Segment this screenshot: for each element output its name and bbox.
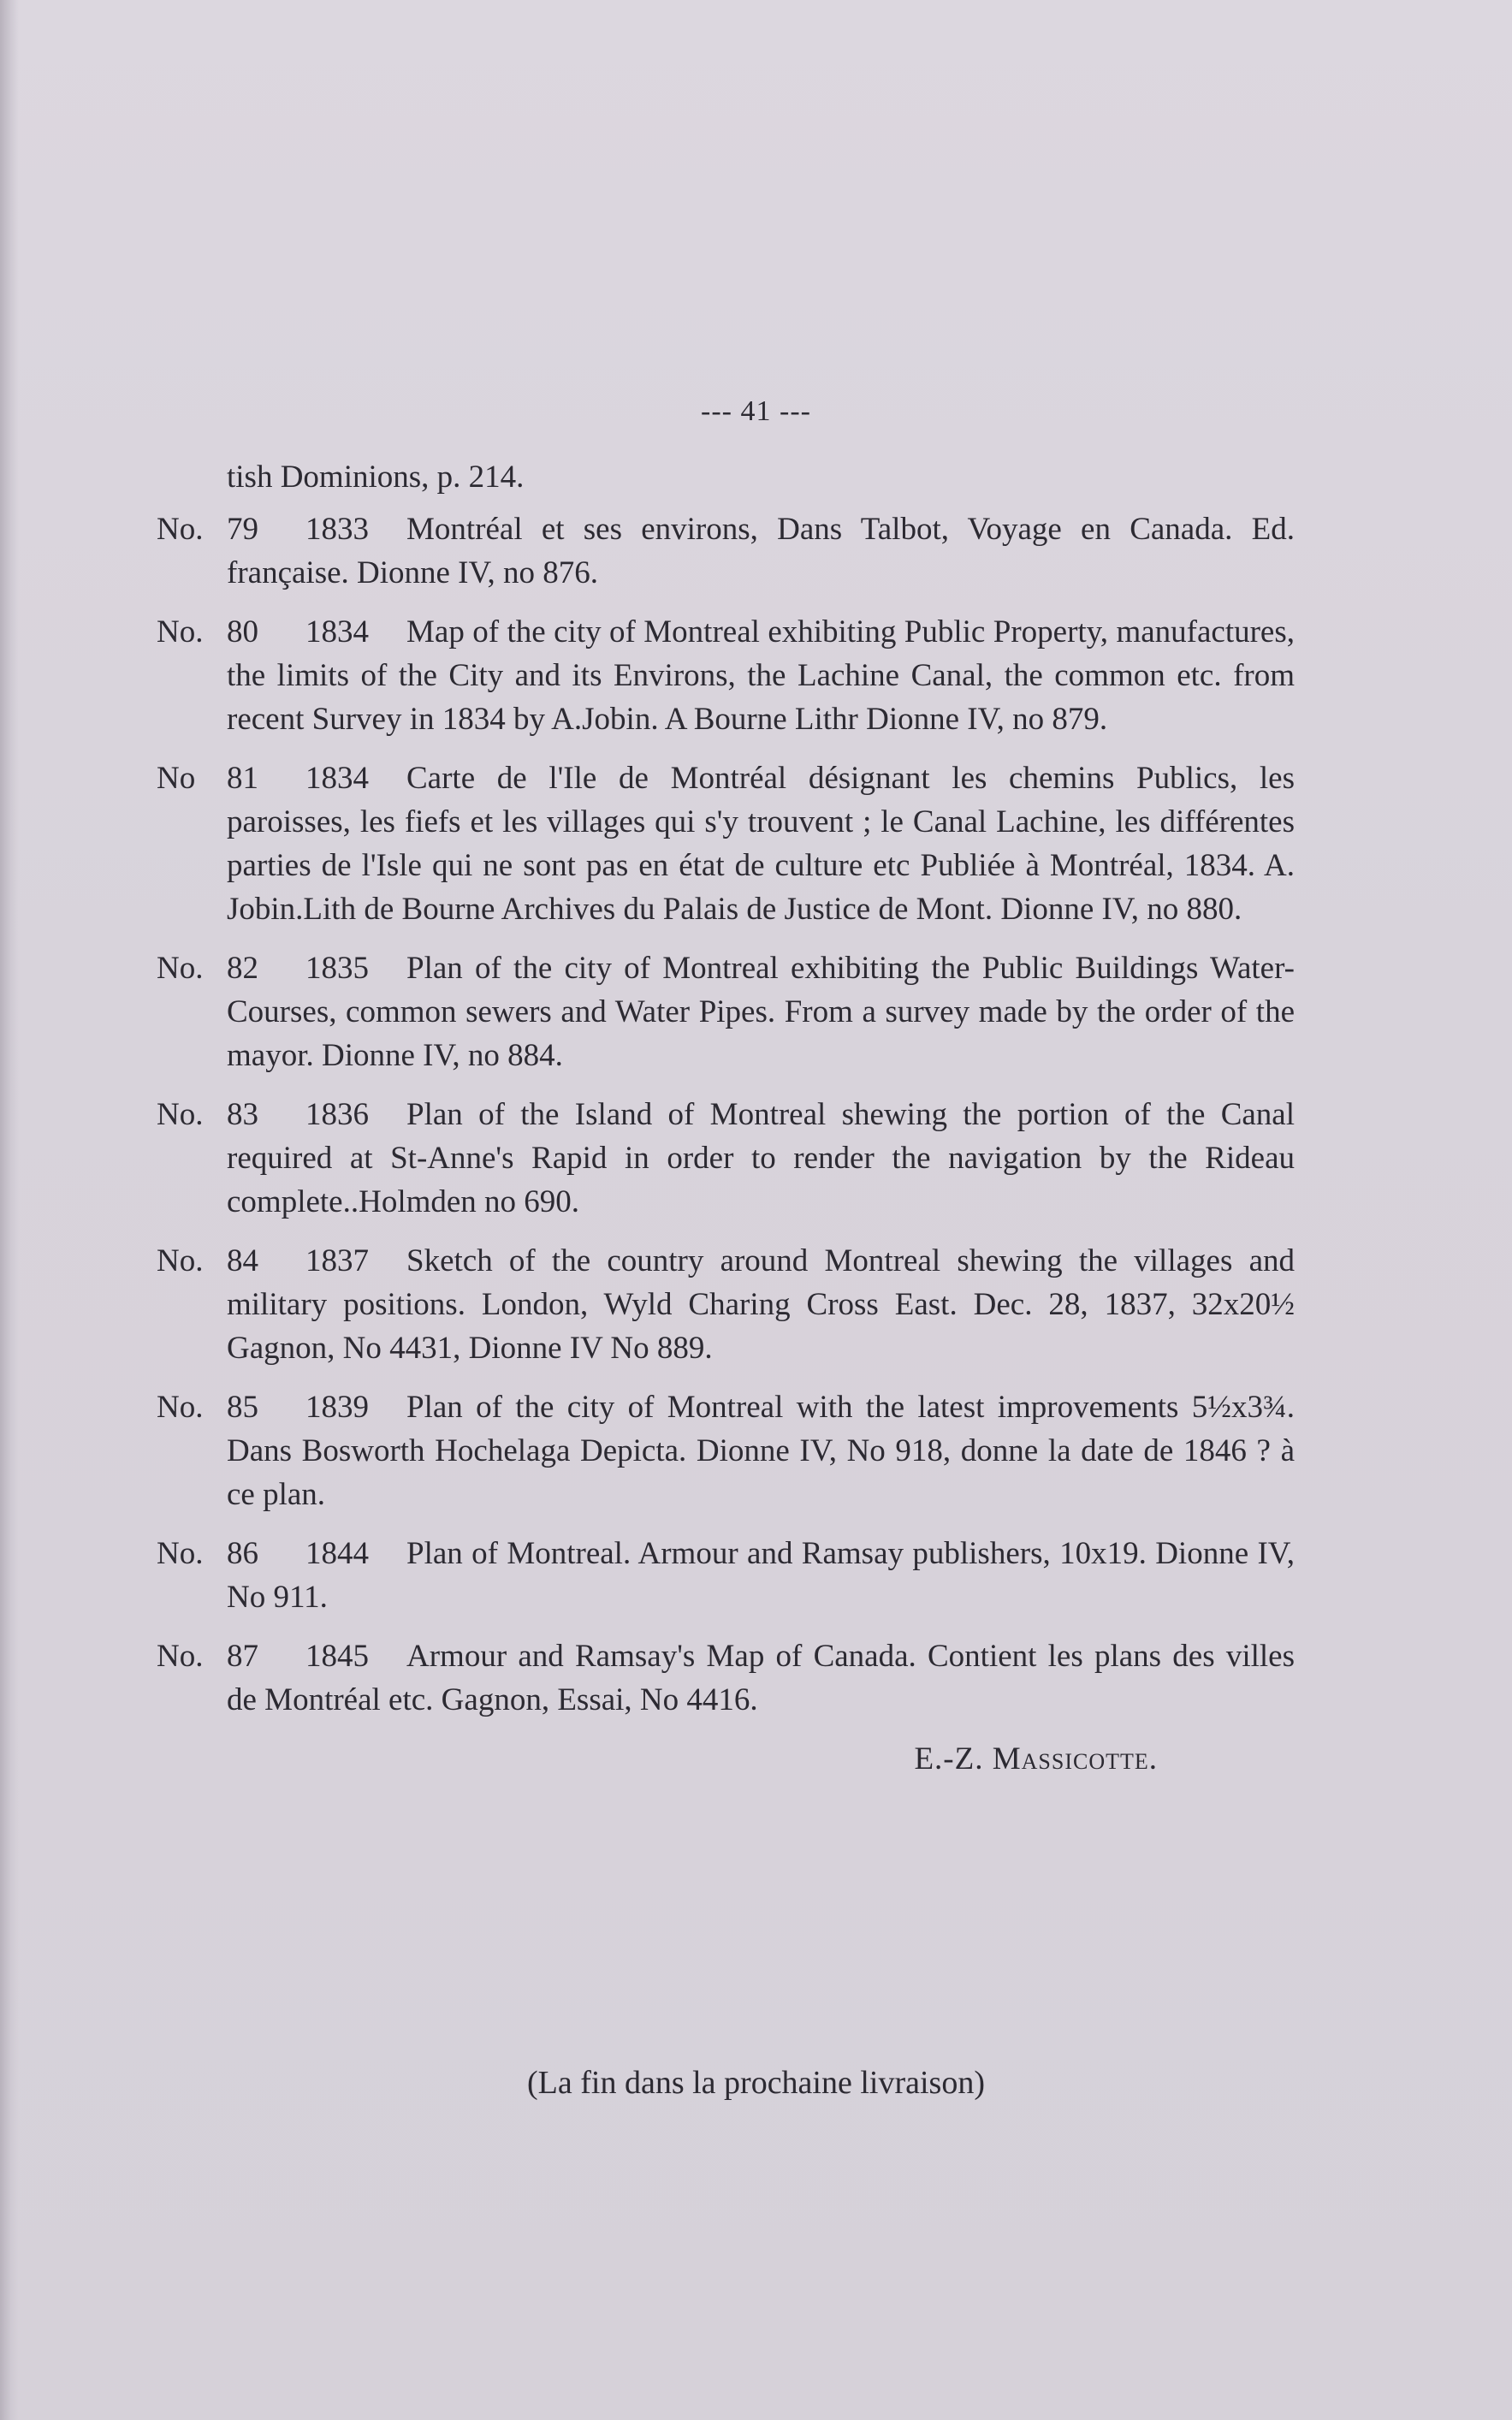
entry-text: Plan of the Island of Montreal shewing the portion of the Canal required at St-Anne's Rapid in order to render the navigation by the Rideau complete..Holmden no 690. <box>227 1097 1295 1219</box>
catalogue-entry <box>157 1093 1295 1224</box>
entry-text: Plan of the city of Montreal with the latest improvements 5½x3¾. Dans Bosworth Hochelaga Depicta. Dionne IV, No 918, donne la date de 1846 ? à ce plan. <box>227 1390 1295 1512</box>
entry-year: 1836 <box>305 1097 369 1132</box>
page-number: --- 41 --- <box>701 395 811 427</box>
catalogue-entry <box>157 1239 1295 1370</box>
continuation-note: (La fin dans la prochaine livraison) <box>527 2065 985 2101</box>
entry-no-label: No. <box>157 951 204 986</box>
entry-year: 1835 <box>305 951 369 986</box>
continuation-text: tish Dominions, p. 214. <box>227 460 525 495</box>
catalogue-entry <box>157 610 1295 741</box>
entry-no-label: No. <box>157 1639 204 1674</box>
entry-year: 1845 <box>305 1639 369 1674</box>
entry-number: 79 <box>227 512 258 547</box>
entry-number: 80 <box>227 614 258 649</box>
entry-year: 1833 <box>305 512 369 547</box>
entry-year: 1834 <box>305 614 369 649</box>
entry-number: 82 <box>227 951 258 986</box>
entry-no-label: No. <box>157 512 204 547</box>
entry-text: Armour and Ramsay's Map of Canada. Contient les plans des villes de Montréal etc. Gagnon, Essai, No 4416. <box>227 1639 1295 1717</box>
entry-year: 1839 <box>305 1390 369 1425</box>
entry-number: 84 <box>227 1243 258 1278</box>
entry-text: Montréal et ses environs, Dans Talbot, Voyage en Canada. Ed. française. Dionne IV, no 876. <box>227 512 1295 590</box>
entry-text: Plan of Montreal. Armour and Ramsay publishers, 10x19. Dionne IV, No 911. <box>227 1536 1295 1615</box>
entry-number: 81 <box>227 761 258 796</box>
entry-no-label: No. <box>157 614 204 649</box>
author-surname: Massicotte. <box>992 1741 1158 1776</box>
page-edge-shadow <box>0 0 19 2420</box>
catalogue-entry <box>157 1385 1295 1516</box>
author-signature <box>157 1737 1295 1781</box>
catalogue-entry <box>157 756 1295 931</box>
entry-year: 1837 <box>305 1243 369 1278</box>
entry-year: 1834 <box>305 761 369 796</box>
entry-number: 85 <box>227 1390 258 1425</box>
entry-year: 1844 <box>305 1536 369 1571</box>
entry-number: 87 <box>227 1639 258 1674</box>
entry-no-label: No. <box>157 1243 204 1278</box>
entry-no-label: No. <box>157 1390 204 1425</box>
catalogue-entry <box>157 1634 1295 1722</box>
entry-number: 86 <box>227 1536 258 1571</box>
entry-text: Carte de l'Ile de Montréal désignant les chemins Publics, les paroisses, les fiefs et les villages qui s'y trouvent ; le Canal Lachine, les différentes parties de l'Isle qui ne sont pas en état de culture etc Publiée à Montréal, 1834. A. Jobin.Lith de Bourne Archives du Palais de Justice de Mont. Dionne IV, no 880. <box>227 761 1295 927</box>
entry-text: Sketch of the country around Montreal shewing the villages and military positions. London, Wyld Charing Cross East. Dec. 28, 1837, 32x20½ Gagnon, No 4431, Dionne IV No 889. <box>227 1243 1295 1366</box>
entry-no-label: No <box>157 761 196 796</box>
entry-no-label: No. <box>157 1536 204 1571</box>
catalogue-entry <box>157 1532 1295 1619</box>
entry-number: 83 <box>227 1097 258 1132</box>
entry-text: Plan of the city of Montreal exhibiting the Public Buildings Water-Courses, common sewers and Water Pipes. From a survey made by the order of the mayor. Dionne IV, no 884. <box>227 951 1295 1073</box>
entry-no-label: No. <box>157 1097 204 1132</box>
catalogue-list <box>157 455 1295 1781</box>
catalogue-entry <box>157 507 1295 595</box>
entry-text: Map of the city of Montreal exhibiting Public Property, manufactures, the limits of the City and its Environs, the Lachine Canal, the common etc. from recent Survey in 1834 by A.Jobin. A Bourne Lithr Dionne IV, no 879. <box>227 614 1295 737</box>
author-initials: E.-Z. <box>914 1741 984 1776</box>
catalogue-entry <box>157 946 1295 1077</box>
